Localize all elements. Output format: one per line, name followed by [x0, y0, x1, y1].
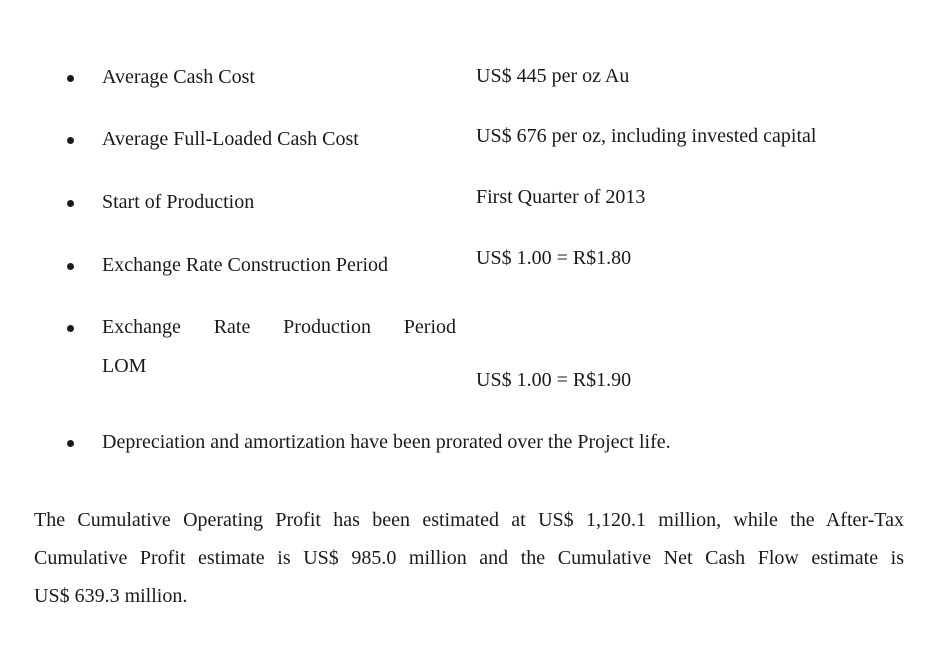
bullet-label: Average Cash Cost	[102, 66, 255, 88]
bullet-label-continuation: LOM	[102, 355, 147, 377]
bullet-label-word: Rate	[213, 316, 251, 338]
paragraph-line: Cumulative Profit estimate is US$ 985.0 million and the Cumulative Net Cash Flow estimate is	[34, 547, 904, 569]
bullet-label	[102, 315, 456, 339]
bullet-value: US$ 676 per oz, including invested capital	[476, 125, 817, 147]
bullet-icon	[67, 263, 74, 270]
bullet-label-word: Production	[283, 316, 371, 338]
bullet-label: Start of Production	[102, 191, 255, 213]
paragraph-line: The Cumulative Operating Profit has been estimated at US$ 1,120.1 million, while the After-Tax	[34, 509, 904, 531]
bullet-icon	[67, 137, 74, 144]
bullet-icon	[67, 75, 74, 82]
paragraph-line: US$ 639.3 million.	[34, 585, 188, 607]
bullet-icon	[67, 325, 74, 332]
bullet-label: Exchange Rate Construction Period	[102, 254, 389, 276]
bullet-icon	[67, 440, 74, 447]
bullet-value: US$ 445 per oz Au	[476, 65, 630, 87]
bullet-value: US$ 1.00 = R$1.90	[476, 369, 632, 391]
bullet-icon	[67, 200, 74, 207]
bullet-label: Average Full-Loaded Cash Cost	[102, 128, 359, 150]
bullet-label: Depreciation and amortization have been prorated over the Project life.	[102, 431, 671, 453]
bullet-value: US$ 1.00 = R$1.80	[476, 247, 632, 269]
bullet-label-word: Exchange	[102, 316, 181, 338]
bullet-value: First Quarter of 2013	[476, 186, 646, 208]
bullet-label-word: Period	[403, 316, 456, 338]
